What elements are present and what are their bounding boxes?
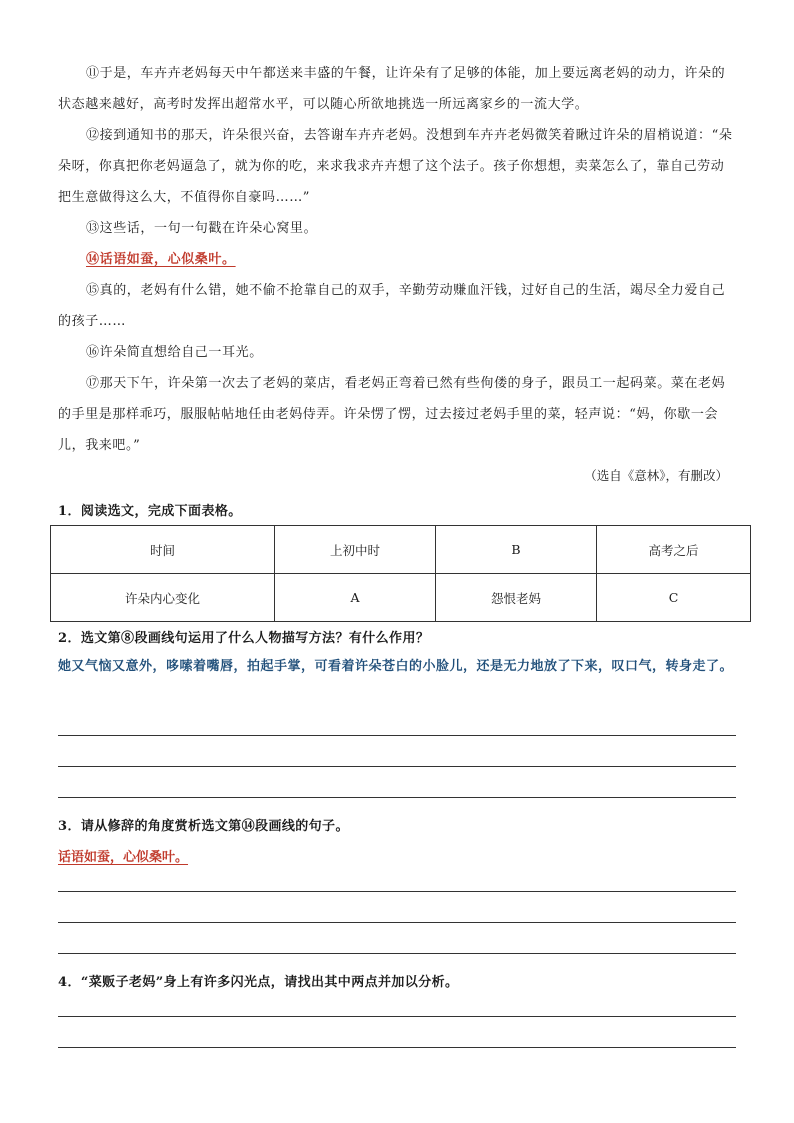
answer-line[interactable] [58, 735, 736, 736]
answer-line[interactable] [58, 891, 736, 892]
paragraph-14-underlined: ⑭话语如蚕，心似桑叶。 [86, 252, 236, 267]
answer-line[interactable] [58, 953, 736, 954]
table-cell: 怨恨老妈 [436, 574, 597, 622]
paragraph-12: ⑫接到通知书的那天，许朵很兴奋，去答谢车卉卉老妈。没想到车卉卉老妈微笑着瞅过许朵的眉梢说道：“朵朵呀，你真把你老妈逼急了，就为你的吃，来求我求卉卉想了这个法子。孩子你想想，卖菜怎么了，靠自己劳动把生意做得这么大，不值得你自豪吗……” [58, 128, 733, 205]
question-2-title: 2．选文第⑧段画线句运用了什么人物描写方法？有什么作用？ [58, 631, 430, 646]
table-cell: 许朵内心变化 [51, 574, 275, 622]
table-cell: B [436, 526, 597, 574]
question-3-quote: 话语如蚕，心似桑叶。 [58, 850, 189, 865]
source-citation: （选自《意林》，有删改） [584, 468, 728, 483]
answer-line[interactable] [58, 766, 736, 767]
paragraph-17: ⑰那天下午，许朵第一次去了老妈的菜店，看老妈正弯着已然有些佝偻的身子，跟员工一起码菜。菜在老妈的手里是那样乖巧，服服帖帖地任由老妈侍弄。许朵愣了愣，过去接过老妈手里的菜，轻声说：“妈，你歇一会儿，我来吧。” [58, 376, 726, 453]
answer-line[interactable] [58, 1016, 736, 1017]
question-4-title: 4．“菜贩子老妈”身上有许多闪光点，请找出其中两点并加以分析。 [58, 975, 459, 990]
paragraph-13: ⑬这些话，一句一句戳在许朵心窝里。 [86, 221, 318, 236]
table-cell: 高考之后 [597, 526, 751, 574]
question-3-title: 3．请从修辞的角度赏析选文第⑭段画线的句子。 [58, 819, 349, 834]
question-1-title: 1．阅读选文，完成下面表格。 [58, 504, 242, 519]
answer-line[interactable] [58, 1047, 736, 1048]
answer-line[interactable] [58, 797, 736, 798]
answer-cell-a[interactable]: A [275, 574, 436, 622]
answer-line[interactable] [58, 922, 736, 923]
paragraph-16: ⑯许朵简直想给自己一耳光。 [86, 345, 263, 360]
question-2-quote: 她又气恼又意外，哆嗦着嘴唇，拍起手掌，可看着许朵苍白的小脸儿，还是无力地放了下来，叹口气，转身走了。 [58, 659, 734, 674]
paragraph-14 [58, 244, 736, 275]
table-cell: 时间 [51, 526, 275, 574]
table-cell: 上初中时 [275, 526, 436, 574]
table-row [51, 574, 751, 622]
answer-cell-c[interactable]: C [597, 574, 751, 622]
answer-table [50, 525, 751, 622]
paragraph-15: ⑮真的，老妈有什么错，她不偷不抢靠自己的双手，辛勤劳动赚血汗钱，过好自己的生活，竭尽全力爱自己的孩子…… [58, 283, 726, 329]
paragraph-11: ⑪于是，车卉卉老妈每天中午都送来丰盛的午餐，让许朵有了足够的体能，加上要远离老妈的动力，许朵的状态越来越好，高考时发挥出超常水平，可以随心所欲地挑选一所远离家乡的一流大学。 [58, 66, 726, 112]
table-row [51, 526, 751, 574]
